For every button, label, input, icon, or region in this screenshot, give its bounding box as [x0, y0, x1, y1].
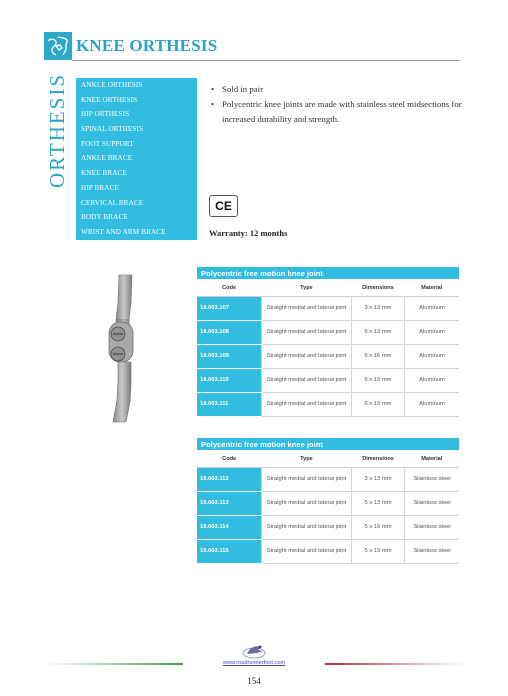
column-header-material: Material	[405, 450, 459, 468]
joint-type: Straight medial and lateral joint	[261, 468, 351, 492]
section-vertical-label: ORTHESIS	[45, 72, 70, 188]
joint-type: Straight medial and lateral joint	[261, 321, 351, 345]
column-header-code: Code	[197, 450, 261, 468]
knee-joint-product-image	[98, 272, 152, 430]
joint-type: Straight medial and lateral joint	[261, 540, 351, 564]
table-row	[197, 540, 459, 564]
menu-item-cervical-brace[interactable]: CERVICAL BRACE	[81, 198, 144, 207]
joint-dimensions: 5 x 13 mm	[352, 492, 405, 516]
joint-dimensions: 3 x 13 mm	[352, 468, 405, 492]
table-caption: Polycentric free motion knee joint	[197, 438, 459, 450]
table-row	[197, 516, 459, 540]
menu-item-body-brace[interactable]: BODY BRACE	[81, 213, 128, 222]
joint-type: Straight medial and lateral joint	[261, 297, 351, 321]
column-header-type: Type	[261, 279, 351, 297]
joint-material: Stainless steel	[405, 516, 459, 540]
joint-type: Straight medial and lateral joint	[261, 492, 351, 516]
joint-dimensions: 6 x 19 mm	[352, 393, 405, 417]
joint-dimensions: 5 x 19 mm	[352, 540, 405, 564]
logo-icon	[44, 32, 72, 60]
footer-rule-left	[46, 663, 183, 665]
column-header-material: Material	[404, 279, 459, 297]
joint-dimensions: 5 x 19 mm	[352, 369, 405, 393]
page-number: 154	[247, 676, 261, 686]
feature-list	[211, 82, 476, 127]
menu-item-ankle-orthesis[interactable]: ANKLE ORTHESIS	[81, 81, 143, 89]
joint-dimensions: 5 x 16 mm	[352, 345, 405, 369]
product-code: 18.003.113	[197, 492, 261, 516]
title-divider	[72, 60, 460, 61]
column-header-code: Code	[197, 279, 261, 297]
table-caption: Polycentric free motion knee joint	[197, 267, 459, 279]
joint-material: Aluminum	[404, 297, 459, 321]
joint-material: Stainless steel	[405, 468, 459, 492]
feature-item: • Polycentric knee joints are made with stainless steel midsections for increased durability and strength.	[211, 97, 476, 127]
menu-item-hip-brace[interactable]: HIP BRACE	[81, 183, 119, 192]
joint-type: Straight medial and lateral joint	[261, 393, 351, 417]
aluminum-joint-table	[197, 267, 459, 417]
table-row	[197, 297, 459, 321]
category-menu	[76, 78, 197, 240]
menu-item-knee-brace[interactable]: KNEE BRACE	[81, 169, 127, 178]
joint-type: Straight medial and lateral joint	[261, 345, 351, 369]
table-row	[197, 492, 459, 516]
joint-material: Aluminum	[404, 393, 459, 417]
product-code: 18.003.112	[197, 468, 261, 492]
product-code: 18.003.111	[197, 393, 261, 417]
table-row	[197, 345, 459, 369]
joint-material: Stainless steel	[405, 492, 459, 516]
product-code: 18.003.115	[197, 540, 261, 564]
joint-material: Stainless steel	[405, 540, 459, 564]
column-header-dimensions: Dimensions	[352, 279, 405, 297]
section-vertical-title	[45, 72, 70, 188]
table-row	[197, 321, 459, 345]
joint-material: Aluminum	[404, 345, 459, 369]
feature-item: • Sold in pair	[211, 82, 476, 97]
menu-item-wrist-and-arm-brace[interactable]: WRIST AND ARM BRACE	[81, 227, 166, 236]
joint-material: Aluminum	[404, 321, 459, 345]
footer-rule-right	[325, 663, 465, 665]
product-code: 18.003.108	[197, 321, 261, 345]
menu-item-ankle-brace[interactable]: ANKLE BRACE	[81, 154, 133, 163]
joint-dimensions: 5 x 16 mm	[352, 516, 405, 540]
column-header-dimensions: Dimensions	[352, 450, 405, 468]
menu-item-knee-orthesis[interactable]: KNEE ORTHESIS	[81, 95, 138, 104]
joint-dimensions: 5 x 13 mm	[352, 321, 405, 345]
product-code: 18.003.109	[197, 345, 261, 369]
table-row	[197, 369, 459, 393]
product-code: 18.003.107	[197, 297, 261, 321]
product-code: 18.003.114	[197, 516, 261, 540]
stainless-joint-table	[197, 438, 459, 564]
menu-item-foot-support[interactable]: FOOT SUPPORT	[81, 139, 134, 148]
joint-type: Straight medial and lateral joint	[261, 369, 351, 393]
joint-dimensions: 3 x 13 mm	[352, 297, 405, 321]
roadrunner-logo-icon	[239, 641, 269, 661]
product-code: 18.003.110	[197, 369, 261, 393]
page-title: KNEE ORTHESIS	[76, 36, 218, 55]
footer-website-link[interactable]: www.roadrunnerfoot.com	[222, 660, 286, 666]
menu-item-hip-orthesis[interactable]: HIP ORTHESIS	[81, 110, 130, 119]
warranty-text: Warranty: 12 months	[209, 228, 288, 238]
column-header-type: Type	[261, 450, 351, 468]
table-row	[197, 393, 459, 417]
menu-item-spinal-orthesis[interactable]: SPINAL ORTHESIS	[81, 125, 144, 134]
table-row	[197, 468, 459, 492]
ce-mark-icon: CE	[209, 195, 238, 217]
joint-material: Aluminum	[404, 369, 459, 393]
joint-type: Straight medial and lateral joint	[261, 516, 351, 540]
